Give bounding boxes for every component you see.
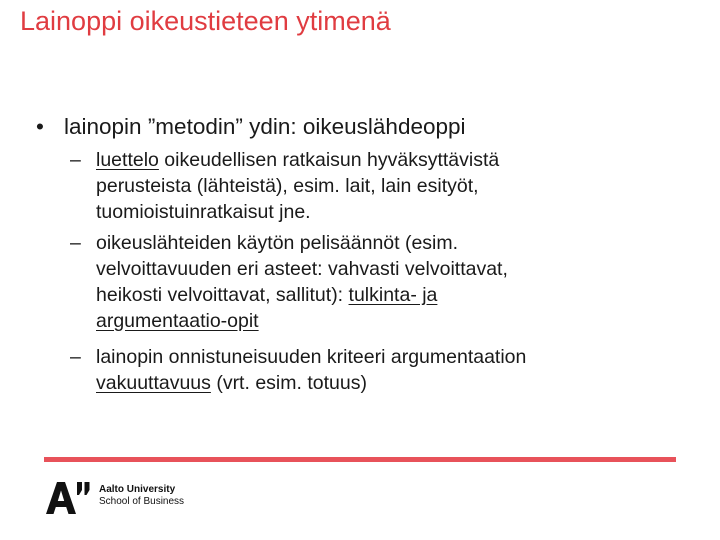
sub-item-line: perusteista (lähteistä), esim. lait, lain esityöt,	[96, 175, 479, 197]
sub-item-line	[70, 370, 660, 396]
aalto-a-quote-logo-icon	[46, 482, 92, 516]
text-run: (vrt. esim. totuus)	[210, 372, 367, 394]
main-bullet-text: lainopin ”metodin” ydin: oikeuslähdeoppi	[64, 114, 466, 139]
logo-organization-name: Aalto University	[99, 484, 176, 495]
aalto-logo	[46, 480, 206, 518]
bullet-marker: •	[36, 114, 44, 139]
sub-item-line: lainopin onnistuneisuuden kriteeri argumentaation	[96, 346, 527, 368]
footer-divider	[44, 457, 676, 462]
sub-item-line: oikeuslähteiden käytön pelisäännöt (esim.	[96, 232, 459, 254]
sub-item-dash: –	[70, 232, 81, 254]
underlined-term: tulkinta- ja	[348, 284, 438, 306]
sub-item-dash: –	[70, 149, 81, 171]
sub-item-rules-of-use	[70, 230, 660, 334]
sub-item-line	[70, 282, 660, 308]
logo-school-name: School of Business	[99, 496, 185, 507]
page-title: Lainoppi oikeustieteen ytimenä	[20, 6, 391, 36]
sub-item-dash: –	[70, 346, 81, 368]
sub-item-sources-list	[70, 147, 660, 225]
sub-item-criterion	[70, 344, 660, 396]
sub-item-line-underlined: argumentaatio-opit	[96, 310, 259, 332]
underlined-term: luettelo	[96, 149, 159, 171]
sub-item-line: velvoittavuuden eri asteet: vahvasti velvoittavat,	[96, 258, 508, 280]
text-run: heikosti velvoittavat, sallitut):	[96, 284, 349, 306]
underlined-term: vakuuttavuus	[96, 372, 211, 394]
text-run: oikeudellisen ratkaisun hyväksyttävistä	[158, 149, 500, 171]
sub-item-line: tuomioistuinratkaisut jne.	[96, 201, 311, 223]
sub-item-line	[70, 147, 660, 173]
